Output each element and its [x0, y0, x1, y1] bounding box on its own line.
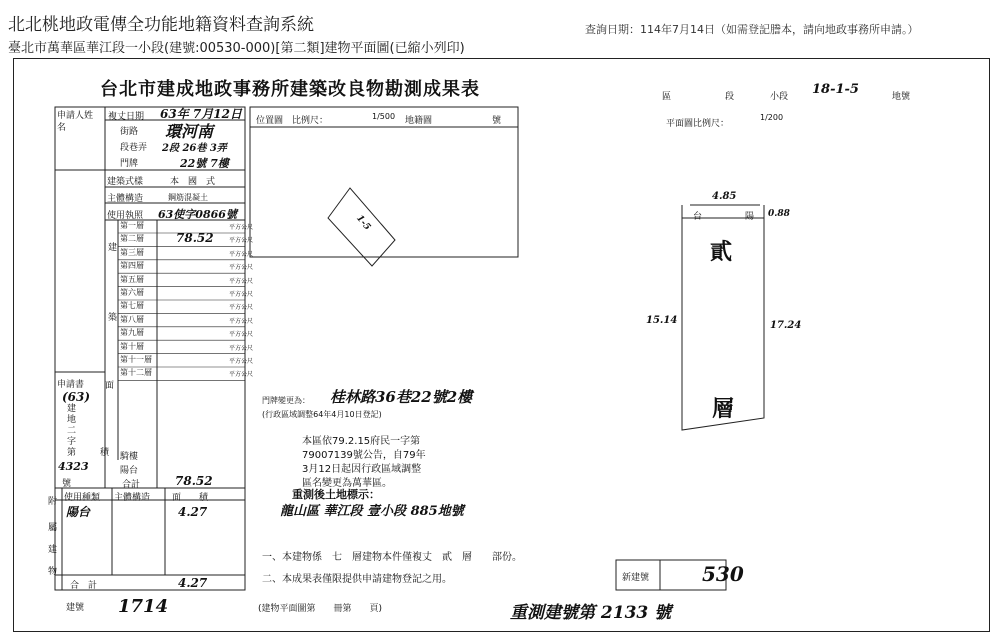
- old-building-no: 重測建號第 2133 號: [510, 603, 672, 623]
- building-no-label: 建號: [66, 603, 85, 613]
- floor-unit: 平方公尺: [229, 344, 254, 352]
- floor-unit: 平方公尺: [229, 358, 254, 365]
- lot-label: 地號: [892, 92, 911, 102]
- floor-unit: 平方公尺: [229, 277, 254, 285]
- query-date: 查詢日期：114年7月14日（如需登記謄本，請向地政事務所申請。）: [585, 23, 919, 36]
- floor-side-label-1: 建: [108, 243, 118, 253]
- structure-style-label: 建築式樣: [107, 177, 144, 187]
- plan-book-label: (建物平面圖第 冊第 頁): [258, 604, 383, 614]
- floor-label: 第十層: [120, 341, 144, 351]
- appendage-header-use: 使用種類: [64, 493, 101, 503]
- request-word: 建地二字第: [67, 404, 77, 458]
- new-no: 530: [702, 562, 744, 586]
- building-no: 1714: [118, 596, 169, 617]
- main-structure-label: 主體構造: [107, 194, 144, 204]
- floor-label: 第四層: [120, 261, 144, 271]
- cadastral-label: 地籍圖: [405, 116, 433, 126]
- main-structure: 鋼筋混凝土: [168, 193, 208, 202]
- survey-date-label: 複丈日期: [108, 112, 145, 122]
- floor-label: 第七層: [120, 301, 144, 311]
- land-label: 重測後土地標示：: [292, 488, 380, 501]
- floor-label: 第八層: [120, 314, 144, 324]
- notice-line-1: 本區依79.2.15府民一字第: [302, 436, 421, 447]
- system-title: 北北桃地政電傳全功能地籍資料查詢系統: [8, 15, 314, 35]
- location-map-label: 位置圖 比例尺：: [256, 116, 329, 126]
- appendage-use: 陽台: [66, 505, 91, 519]
- door-label-lane: 段巷弄: [120, 143, 148, 153]
- total-area: 78.52: [175, 474, 213, 488]
- dim-right: 17.24: [770, 320, 802, 331]
- floor-unit: 平方公尺: [229, 291, 254, 298]
- survey-date: 63年 7月12日: [160, 107, 242, 121]
- extra-balcony: 陽台: [120, 466, 139, 476]
- door-label-no: 門牌: [120, 159, 139, 169]
- plan-floor-char: 貳: [710, 239, 733, 265]
- floor-label: 第二層: [120, 234, 144, 244]
- total-label: 合計: [122, 480, 141, 490]
- floor-label: 第十二層: [120, 368, 152, 378]
- door-change-label: 門牌變更為：: [262, 396, 310, 405]
- floor-label: 第九層: [120, 328, 144, 338]
- subsection-label: 小段: [770, 92, 789, 102]
- dim-top: 4.85: [712, 191, 737, 202]
- appendage-side-3: 建: [48, 545, 58, 555]
- district-label: 區: [662, 92, 672, 102]
- structure-style: 本 國 式: [170, 177, 216, 187]
- floor-unit: 平方公尺: [229, 224, 254, 231]
- extra-balcony-arcade: 騎樓: [120, 452, 139, 462]
- floor-unit: 平方公尺: [229, 371, 254, 379]
- lot-number: 18-1-5: [812, 82, 859, 97]
- floor-side-label-2: 築: [108, 313, 118, 323]
- appendage-header-structure: 主體構造: [114, 493, 151, 503]
- appendage-header-area: 面 積: [172, 493, 209, 503]
- plan-corner-label-2: 陽: [745, 212, 755, 222]
- appendage-total-label: 合 計: [70, 581, 98, 591]
- appendage-area: 4.27: [178, 505, 208, 519]
- appendage-total: 4.27: [178, 576, 208, 590]
- appendage-side-1: 附: [48, 497, 58, 507]
- section-label: 段: [725, 92, 735, 102]
- cadastral-no-label: 號: [492, 116, 502, 126]
- floor-plan-scale: 1/200: [760, 113, 784, 122]
- appendage-side-4: 物: [48, 567, 58, 577]
- floor-label: 第三層: [120, 247, 144, 257]
- floor-label: 第五層: [120, 274, 144, 284]
- document-subtitle: 臺北市萬華區華江段一小段(建號:00530-000)[第二類]建物平面圖(已縮小列印): [8, 41, 465, 56]
- request-no2: 4323: [58, 460, 89, 473]
- floor-unit: 平方公尺: [229, 264, 254, 272]
- floor-unit: 平方公尺: [229, 331, 254, 339]
- lane-value: 2段 26巷 3弄: [162, 143, 227, 154]
- license-no: 63使字0866號: [158, 208, 237, 221]
- dim-left: 15.14: [646, 315, 678, 326]
- floor-unit: 平方公尺: [229, 250, 254, 258]
- form-title: 台北市建成地政事務所建築改良物勘測成果表: [100, 79, 480, 100]
- floor-unit: 平方公尺: [229, 304, 254, 312]
- floor-label: 第十一層: [120, 355, 152, 364]
- plan-corner-label-1: 台: [693, 212, 703, 222]
- notice-line-3: 3月12日起因行政區域調整: [302, 464, 422, 475]
- door-label-street: 街路: [120, 127, 139, 137]
- floor-plan-scale-label: 平面圖比例尺：: [666, 119, 730, 129]
- floor-unit: 平方公尺: [229, 317, 254, 325]
- request-suffix: 號: [62, 479, 72, 489]
- door-change-date: (行政區域調整64年4月10日登記): [262, 410, 382, 419]
- plan-floor-char2: 層: [712, 396, 735, 422]
- street-value: 環河南: [165, 122, 214, 141]
- floor-unit: 平方公尺: [229, 237, 254, 245]
- floor-label: 第六層: [120, 288, 144, 297]
- notice-line-4: 區名變更為萬華區。: [302, 478, 392, 489]
- dim-right-top: 0.88: [768, 209, 790, 219]
- license-label: 使用執照: [107, 211, 144, 221]
- parcel-label: 1-5: [354, 213, 373, 233]
- door-no-value: 22號 7樓: [180, 157, 229, 170]
- floor-side-label-3: 面: [105, 381, 115, 391]
- location-scale: 1/500: [372, 112, 396, 121]
- land-value: 龍山區 華江段 壹小段 885地號: [280, 504, 464, 519]
- request-label: 申請書: [57, 380, 85, 390]
- floor-label: 第一層: [120, 221, 144, 230]
- second-floor-area: 78.52: [176, 231, 214, 246]
- remark-1: 一、本建物係 七 層建物本件僅複丈 貳 層 部份。: [262, 552, 522, 563]
- notice-line-2: 79007139號公告，自79年: [302, 450, 426, 461]
- remark-2: 二、本成果表僅限提供申請建物登記之用。: [262, 574, 452, 585]
- request-no: (63): [62, 390, 91, 404]
- new-no-label: 新建號: [622, 573, 650, 583]
- appendage-side-2: 屬: [48, 523, 58, 533]
- applicant-label: 申請人姓名: [57, 111, 94, 133]
- door-change-value: 桂林路36巷22號2樓: [330, 388, 473, 406]
- floor-side-label-4: 積: [100, 448, 110, 458]
